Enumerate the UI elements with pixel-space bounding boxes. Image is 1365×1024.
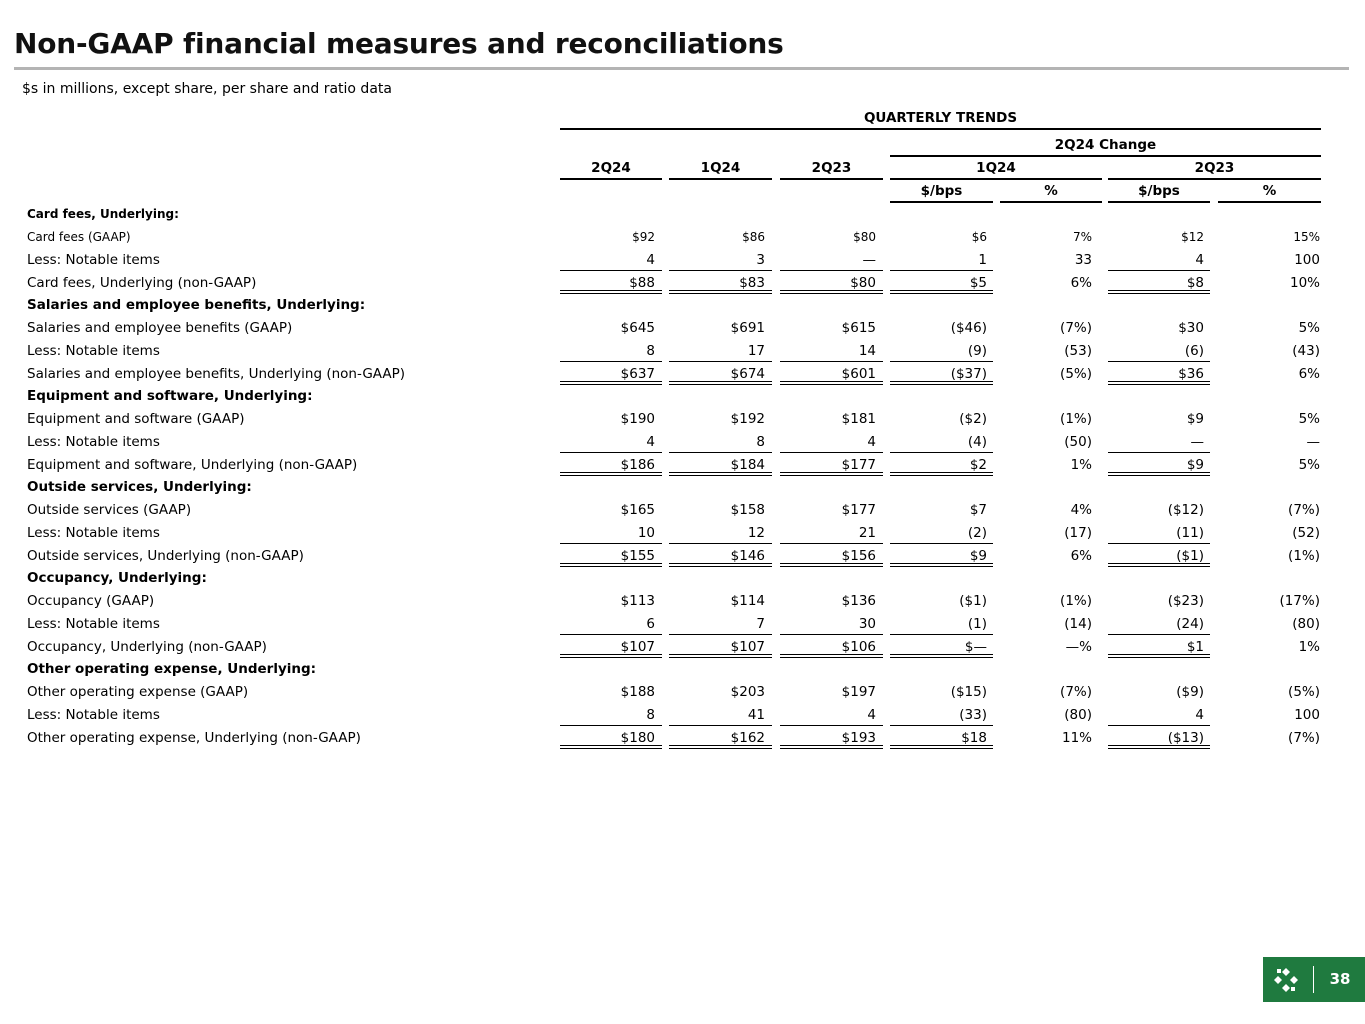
value-cell: 5%: [1298, 456, 1320, 473]
value-cell: 4: [646, 251, 655, 268]
row-label: Salaries and employee benefits, Underlying (non-GAAP): [27, 365, 406, 382]
table-row: [0, 249, 1365, 272]
value-cell: 7%: [1072, 230, 1092, 245]
value-cell: 6%: [1070, 547, 1092, 564]
value-cell: (17): [1064, 524, 1092, 541]
value-cell: $645: [620, 320, 655, 337]
row-label: Salaries and employee benefits (GAAP): [27, 320, 293, 337]
value-cell: $158: [730, 502, 765, 519]
value-cell: (80): [1292, 615, 1320, 632]
row-label: Occupancy (GAAP): [27, 593, 155, 610]
value-cell: (4): [967, 433, 987, 450]
section-header-row: [0, 567, 1365, 590]
value-cell: 5%: [1298, 411, 1320, 428]
units-note: $s in millions, except share, per share and ratio data: [22, 81, 392, 97]
change-header: 2Q24 Change: [1054, 137, 1157, 153]
value-cell: (14): [1064, 615, 1092, 632]
value-cell: 3: [756, 251, 765, 268]
value-cell: 8: [646, 342, 655, 359]
value-cell: $107: [730, 638, 765, 655]
value-cell: (1%): [1060, 411, 1092, 428]
page-number: 38: [1329, 970, 1351, 988]
row-label: Outside services, Underlying:: [27, 479, 252, 496]
value-cell: $197: [841, 684, 876, 701]
value-cell: $674: [730, 365, 765, 382]
value-cell: 10: [637, 524, 655, 541]
value-cell: $188: [620, 684, 655, 701]
table-row: [0, 704, 1365, 727]
row-label: Less: Notable items: [27, 342, 160, 359]
value-cell: $177: [841, 502, 876, 519]
change-vs-2q23-header: 2Q23: [1194, 160, 1235, 176]
row-label: Salaries and employee benefits, Underlying:: [27, 297, 366, 314]
value-cell: (17%): [1279, 593, 1320, 610]
value-cell: $80: [853, 230, 876, 245]
table-row: [0, 681, 1365, 704]
quarterly-trends-header: QUARTERLY TRENDS: [863, 110, 1018, 126]
badge-divider: [1313, 966, 1314, 993]
value-cell: (7%): [1060, 684, 1092, 701]
value-cell: 4%: [1070, 502, 1092, 519]
section-header-row: [0, 476, 1365, 499]
value-cell: 100: [1294, 706, 1320, 723]
row-label: Less: Notable items: [27, 433, 160, 450]
subcolumn-header: $/bps: [920, 183, 963, 199]
subcolumn-header: %: [1262, 183, 1277, 199]
row-label: Less: Notable items: [27, 524, 160, 541]
value-cell: $180: [620, 729, 655, 746]
row-label: Occupancy, Underlying (non-GAAP): [27, 638, 267, 655]
value-cell: $8: [1186, 274, 1204, 291]
value-cell: ($2): [959, 411, 987, 428]
value-cell: 21: [858, 524, 876, 541]
table-row: [0, 431, 1365, 454]
value-cell: —: [862, 251, 876, 268]
row-label: Other operating expense (GAAP): [27, 684, 249, 701]
value-cell: 10%: [1289, 274, 1320, 291]
row-label: Outside services, Underlying (non-GAAP): [27, 547, 304, 564]
table-row: [0, 408, 1365, 431]
value-cell: $80: [850, 274, 876, 291]
value-cell: $203: [730, 684, 765, 701]
title-divider: [14, 67, 1349, 70]
value-cell: $30: [1178, 320, 1204, 337]
total-double-rule: [780, 745, 883, 749]
value-cell: —%: [1065, 638, 1092, 655]
table-row: [0, 613, 1365, 636]
value-cell: $9: [969, 547, 987, 564]
value-cell: (50): [1064, 433, 1092, 450]
value-cell: $2: [969, 456, 987, 473]
value-cell: $36: [1178, 365, 1204, 382]
value-cell: 12: [747, 524, 765, 541]
section-header-row: [0, 294, 1365, 317]
value-cell: ($13): [1167, 729, 1204, 746]
row-label: Card fees, Underlying (non-GAAP): [27, 274, 257, 291]
row-label: Occupancy, Underlying:: [27, 570, 207, 587]
value-cell: 15%: [1293, 230, 1320, 245]
subcolumn-header: $/bps: [1138, 183, 1180, 199]
row-label: Equipment and software, Underlying:: [27, 388, 313, 405]
value-cell: 1%: [1070, 456, 1092, 473]
value-cell: (7%): [1288, 729, 1320, 746]
header-rule: [560, 178, 662, 180]
value-cell: 4: [867, 706, 876, 723]
value-cell: 11%: [1061, 729, 1092, 746]
value-cell: (5%): [1288, 684, 1320, 701]
value-cell: (1%): [1060, 593, 1092, 610]
value-cell: 41: [747, 706, 765, 723]
header-rule: [669, 178, 772, 180]
row-label: Other operating expense, Underlying:: [27, 661, 317, 678]
value-cell: $9: [1186, 411, 1204, 428]
change-vs-1q24-header: 1Q24: [976, 160, 1016, 176]
value-cell: 30: [858, 615, 876, 632]
value-cell: $186: [620, 456, 655, 473]
value-cell: 7: [756, 615, 765, 632]
value-cell: $165: [620, 502, 655, 519]
value-cell: (43): [1292, 342, 1320, 359]
page-title: Non-GAAP financial measures and reconciliations: [14, 27, 784, 60]
total-double-rule: [1108, 745, 1210, 749]
value-cell: ($37): [950, 365, 987, 382]
value-cell: 4: [646, 433, 655, 450]
header-rule: [890, 155, 1321, 157]
value-cell: $9: [1186, 456, 1204, 473]
value-cell: (80): [1064, 706, 1092, 723]
value-cell: ($46): [950, 320, 987, 337]
table-row: [0, 226, 1365, 249]
value-cell: $190: [620, 411, 655, 428]
value-cell: (6): [1184, 342, 1204, 359]
value-cell: $18: [961, 729, 987, 746]
value-cell: $615: [841, 320, 876, 337]
value-cell: 4: [1195, 706, 1204, 723]
value-cell: 1: [978, 251, 987, 268]
value-cell: $107: [620, 638, 655, 655]
value-cell: (33): [959, 706, 987, 723]
header-rule: [1108, 178, 1321, 180]
row-label: Less: Notable items: [27, 706, 160, 723]
value-cell: ($1): [959, 593, 987, 610]
value-cell: —: [1306, 433, 1320, 450]
value-cell: $7: [969, 502, 987, 519]
table-row: [0, 522, 1365, 545]
value-cell: $601: [841, 365, 876, 382]
total-double-rule: [560, 745, 662, 749]
value-cell: $106: [841, 638, 876, 655]
value-cell: (2): [967, 524, 987, 541]
value-cell: (7%): [1288, 502, 1320, 519]
value-cell: 6%: [1298, 365, 1320, 382]
value-cell: $177: [841, 456, 876, 473]
value-cell: $184: [730, 456, 765, 473]
value-cell: (11): [1176, 524, 1204, 541]
section-header-row: [0, 203, 1365, 226]
row-label: Card fees (GAAP): [27, 230, 131, 245]
value-cell: 4: [867, 433, 876, 450]
value-cell: ($12): [1167, 502, 1204, 519]
value-cell: $88: [629, 274, 655, 291]
value-cell: 5%: [1298, 320, 1320, 337]
value-cell: 33: [1074, 251, 1092, 268]
row-label: Less: Notable items: [27, 615, 160, 632]
value-cell: $92: [632, 230, 655, 245]
value-cell: ($9): [1176, 684, 1204, 701]
value-cell: $146: [730, 547, 765, 564]
total-double-rule: [890, 745, 993, 749]
citizens-logo-icon: [1271, 965, 1301, 995]
row-label: Other operating expense, Underlying (non-GAAP): [27, 729, 361, 746]
footer-badge: [1263, 957, 1365, 1002]
value-cell: $155: [620, 547, 655, 564]
value-cell: 17: [747, 342, 765, 359]
value-cell: $193: [841, 729, 876, 746]
value-cell: 6%: [1070, 274, 1092, 291]
value-cell: 8: [756, 433, 765, 450]
value-cell: $637: [620, 365, 655, 382]
value-cell: $181: [841, 411, 876, 428]
value-cell: $83: [739, 274, 765, 291]
value-cell: (1): [967, 615, 987, 632]
value-cell: $6: [971, 230, 987, 245]
value-cell: $—: [964, 638, 987, 655]
value-cell: ($23): [1167, 593, 1204, 610]
column-header-1q24: 1Q24: [700, 160, 741, 176]
column-header-2q23: 2Q23: [811, 160, 852, 176]
column-header-2q24: 2Q24: [591, 160, 631, 176]
value-cell: (24): [1176, 615, 1204, 632]
table-row: [0, 590, 1365, 613]
value-cell: (7%): [1060, 320, 1092, 337]
value-cell: $691: [730, 320, 765, 337]
value-cell: 14: [858, 342, 876, 359]
row-label: Card fees, Underlying:: [27, 207, 179, 222]
header-rule: [560, 128, 1321, 130]
row-label: Less: Notable items: [27, 251, 160, 268]
value-cell: (1%): [1288, 547, 1320, 564]
value-cell: $114: [730, 593, 765, 610]
table-row: [0, 499, 1365, 522]
value-cell: 6: [646, 615, 655, 632]
value-cell: 8: [646, 706, 655, 723]
header-rule: [780, 178, 883, 180]
value-cell: $162: [730, 729, 765, 746]
section-header-row: [0, 385, 1365, 408]
value-cell: $136: [841, 593, 876, 610]
subcolumn-header: %: [1044, 183, 1058, 199]
value-cell: (9): [967, 342, 987, 359]
header-rule: [890, 178, 1102, 180]
value-cell: 4: [1195, 251, 1204, 268]
total-double-rule: [669, 745, 772, 749]
table-row: [0, 317, 1365, 340]
row-label: Equipment and software (GAAP): [27, 411, 245, 428]
value-cell: $192: [730, 411, 765, 428]
value-cell: $1: [1186, 638, 1204, 655]
value-cell: $113: [620, 593, 655, 610]
row-label: Equipment and software, Underlying (non-GAAP): [27, 456, 358, 473]
value-cell: 1%: [1298, 638, 1320, 655]
value-cell: $86: [742, 230, 765, 245]
value-cell: $156: [841, 547, 876, 564]
value-cell: $12: [1181, 230, 1204, 245]
value-cell: (53): [1064, 342, 1092, 359]
value-cell: ($1): [1176, 547, 1204, 564]
value-cell: —: [1190, 433, 1204, 450]
value-cell: $5: [969, 274, 987, 291]
value-cell: (5%): [1060, 365, 1092, 382]
value-cell: ($15): [950, 684, 987, 701]
table-row: [0, 340, 1365, 363]
value-cell: (52): [1292, 524, 1320, 541]
row-label: Outside services (GAAP): [27, 502, 192, 519]
value-cell: 100: [1294, 251, 1320, 268]
section-header-row: [0, 658, 1365, 681]
